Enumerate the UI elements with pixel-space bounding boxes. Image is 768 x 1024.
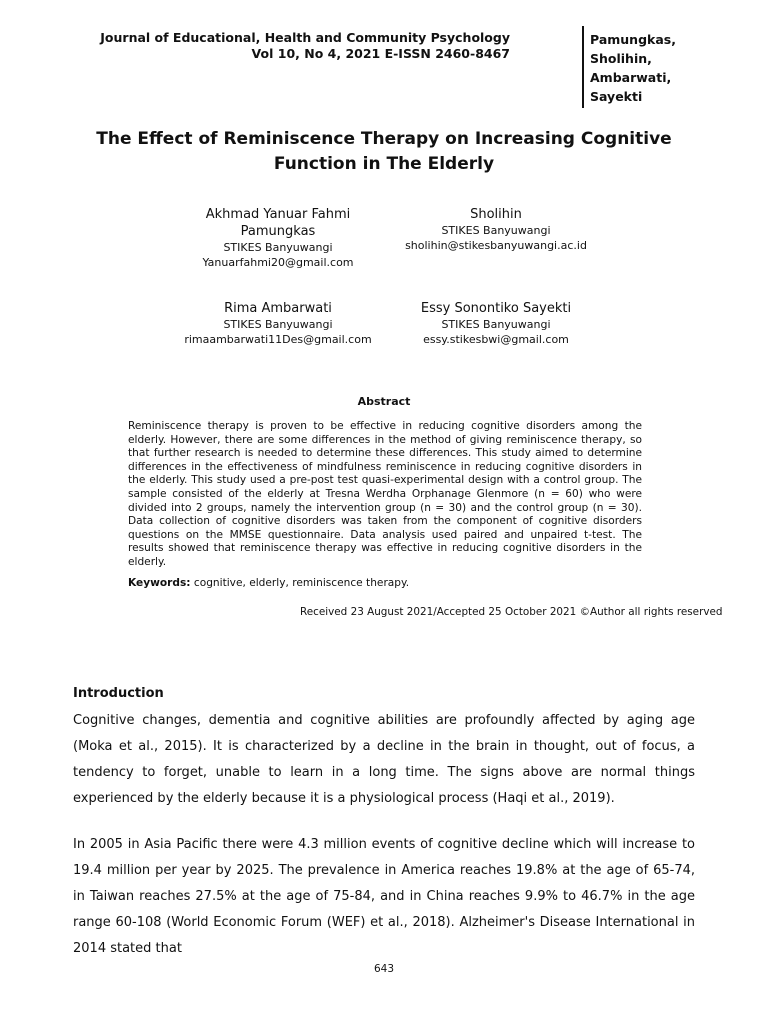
header-divider bbox=[582, 26, 584, 108]
keywords bbox=[128, 577, 409, 589]
keywords-label: Keywords: bbox=[128, 577, 191, 589]
introduction-paragraph: Cognitive changes, dementia and cognitive abilities are profoundly affected by aging age (Moka et al., 2015). It is characterized by a decline in the brain in thought, out of focus, a tendency to forget, unable to learn in a long time. The signs above are normal things experienced by the elderly because it is a physiological process (Haqi et al., 2019). bbox=[73, 713, 695, 806]
journal-issue: Vol 10, No 4, 2021 E-ISSN 2460-8467 bbox=[251, 46, 510, 61]
author-name: Rima Ambarwati bbox=[224, 301, 332, 316]
author-block bbox=[178, 206, 378, 270]
author-affiliation: STIKES Banyuwangi bbox=[223, 318, 333, 331]
author-name: Pamungkas bbox=[240, 224, 316, 239]
abstract-text: Reminiscence therapy is proven to be effective in reducing cognitive disorders among the elderly. However, there are some differences in the method of giving reminiscence therapy, so that further research is needed to determine these differences. This study aimed to determine differences in the effectiveness of mindfulness reminiscence in reducing cognitive disorders in the elderly. This study used a pre-post test quasi-experimental design with a control group. The sample consisted of the elderly at Tresna Werdha Orphanage Glenmore (n = 60) who were divided into 2 groups, namely the intervention group (n = 30) and the control group (n = 30). Data collection of cognitive disorders was taken from the component of cognitive disorders questions on the MMSE questionnaire. Data analysis used paired and unpaired t-test. The results showed that reminiscence therapy was effective in reducing cognitive disorders in the elderly. bbox=[128, 420, 642, 568]
abstract-heading: Abstract bbox=[357, 395, 411, 408]
running-authors bbox=[590, 30, 676, 106]
running-author: Pamungkas, bbox=[590, 32, 676, 47]
author-name: Essy Sonontiko Sayekti bbox=[420, 301, 572, 316]
running-author: Sholihin, bbox=[590, 51, 652, 66]
author-block bbox=[168, 300, 388, 347]
author-name: Sholihin bbox=[470, 207, 522, 222]
page-number: 643 bbox=[373, 963, 395, 975]
journal-header bbox=[80, 30, 510, 62]
journal-name: Journal of Educational, Health and Community Psychology bbox=[100, 30, 510, 45]
author-affiliation: STIKES Banyuwangi bbox=[441, 318, 551, 331]
author-email: sholihin@stikesbanyuwangi.ac.id bbox=[405, 239, 587, 252]
author-email: rimaambarwati11Des@gmail.com bbox=[184, 333, 372, 346]
received-accepted-note: Received 23 August 2021/Accepted 25 October 2021 ©Author all rights reserved bbox=[300, 606, 723, 618]
introduction-paragraph: In 2005 in Asia Pacific there were 4.3 million events of cognitive decline which will increase to 19.4 million per year by 2025. The prevalence in America reaches 19.8% at the age of 65-74, in Taiwan reaches 27.5% at the age of 75-84, and in China reaches 9.9% to 46.7% in the age range 60-108 (World Economic Forum (WEF) et al., 2018). Alzheimer's Disease International in 2014 stated that bbox=[73, 837, 695, 956]
running-author: Sayekti bbox=[590, 89, 643, 104]
paper-title-line: Function in The Elderly bbox=[273, 154, 495, 174]
introduction-heading: Introduction bbox=[73, 686, 164, 701]
author-email: Yanuarfahmi20@gmail.com bbox=[202, 256, 354, 269]
author-affiliation: STIKES Banyuwangi bbox=[441, 224, 551, 237]
paper-title bbox=[60, 127, 708, 177]
keywords-list: cognitive, elderly, reminiscence therapy. bbox=[190, 577, 410, 589]
author-name: Akhmad Yanuar Fahmi bbox=[205, 207, 351, 222]
author-affiliation: STIKES Banyuwangi bbox=[223, 241, 333, 254]
paper-title-line: The Effect of Reminiscence Therapy on Increasing Cognitive bbox=[96, 129, 672, 149]
author-email: essy.stikesbwi@gmail.com bbox=[423, 333, 569, 346]
author-block bbox=[396, 300, 596, 347]
author-block bbox=[396, 206, 596, 253]
running-author: Ambarwati, bbox=[590, 70, 672, 85]
